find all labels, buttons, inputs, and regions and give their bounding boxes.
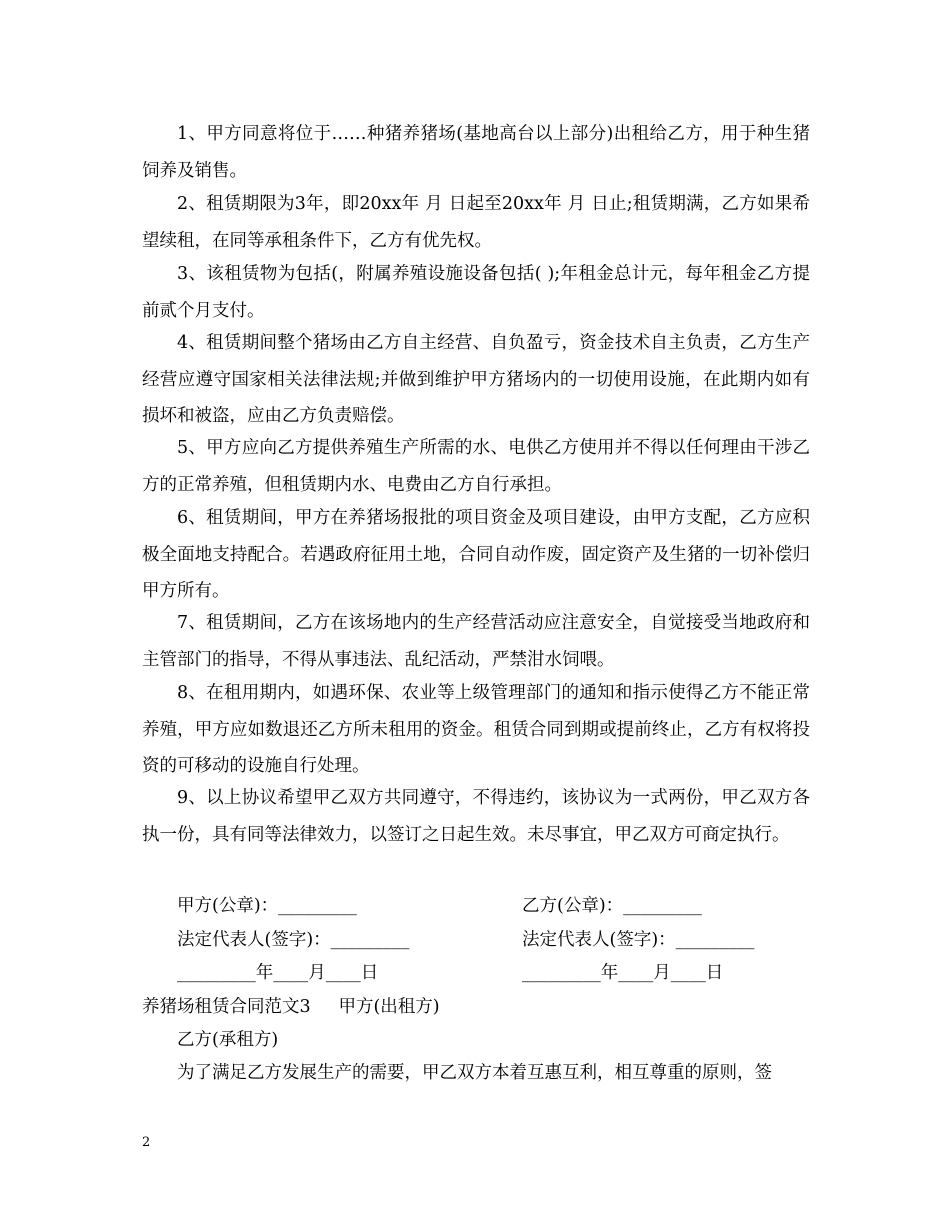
clause-7: 7、租赁期间，乙方在该场地内的生产经营活动应注意安全，自觉接受当地政府和主管部门的指导，不得从事违法、乱纪活动，严禁泔水饲喂。 (142, 613, 810, 670)
party-a-seal-line: 甲方(公章)：_________ (177, 896, 357, 916)
next-contract-title: 养猪场租赁合同范文3 甲方(出租方) (142, 997, 440, 1017)
party-b-rep-line: 法定代表人(签字)：_________ (522, 930, 755, 950)
party-b-date-line: _________年____月____日 (522, 963, 724, 983)
clause-4: 4、租赁期间整个猪场由乙方自主经营、自负盈亏，资金技术自主负责，乙方生产经营应遵守国家相关法律法规;并做到维护甲方猪场内的一切使用设施，在此期内如有损坏和被盗，应由乙方负责赔偿。 (142, 333, 810, 426)
lessee-label: 乙方(承租方) (177, 1030, 279, 1050)
intro-paragraph: 为了满足乙方发展生产的需要，甲乙双方本着互惠互利，相互尊重的原则，签 (177, 1063, 772, 1083)
clause-8: 8、在租用期内，如遇环保、农业等上级管理部门的通知和指示使得乙方不能正常养殖，甲方应如数退还乙方所未租用的资金。租赁合同到期或提前终止，乙方有权将投资的可移动的设施自行处理。 (142, 683, 810, 776)
clause-6: 6、租赁期间，甲方在养猪场报批的项目资金及项目建设，由甲方支配，乙方应积极全面地支持配合。若遇政府征用土地，合同自动作废，固定资产及生猪的一切补偿归甲方所有。 (142, 508, 810, 601)
clause-2: 2、租赁期限为3年，即20xx年 月 日起至20xx年 月 日止;租赁期满，乙方如果希望续租，在同等承租条件下，乙方有优先权。 (142, 194, 810, 251)
page-number: 2 (142, 1135, 151, 1150)
clause-3: 3、该租赁物为包括(，附属养殖设施设备包括( );年租金总计元，每年租金乙方提前贰个月支付。 (142, 264, 810, 321)
party-b-seal-line: 乙方(公章)：_________ (522, 896, 702, 916)
party-a-date-line: _________年____月____日 (177, 963, 379, 983)
party-a-rep-line: 法定代表人(签字)：_________ (177, 930, 410, 950)
clause-5: 5、甲方应向乙方提供养殖生产所需的水、电供乙方使用并不得以任何理由干涉乙方的正常养殖，但租赁期内水、电费由乙方自行承担。 (142, 438, 810, 495)
clause-9: 9、以上协议希望甲乙双方共同遵守，不得违约，该协议为一式两份，甲乙双方各执一份，具有同等法律效力，以签订之日起生效。未尽事宜，甲乙双方可商定执行。 (142, 788, 810, 845)
clause-1: 1、甲方同意将位于……种猪养猪场(基地高台以上部分)出租给乙方，用于种生猪饲养及销售。 (142, 124, 810, 181)
